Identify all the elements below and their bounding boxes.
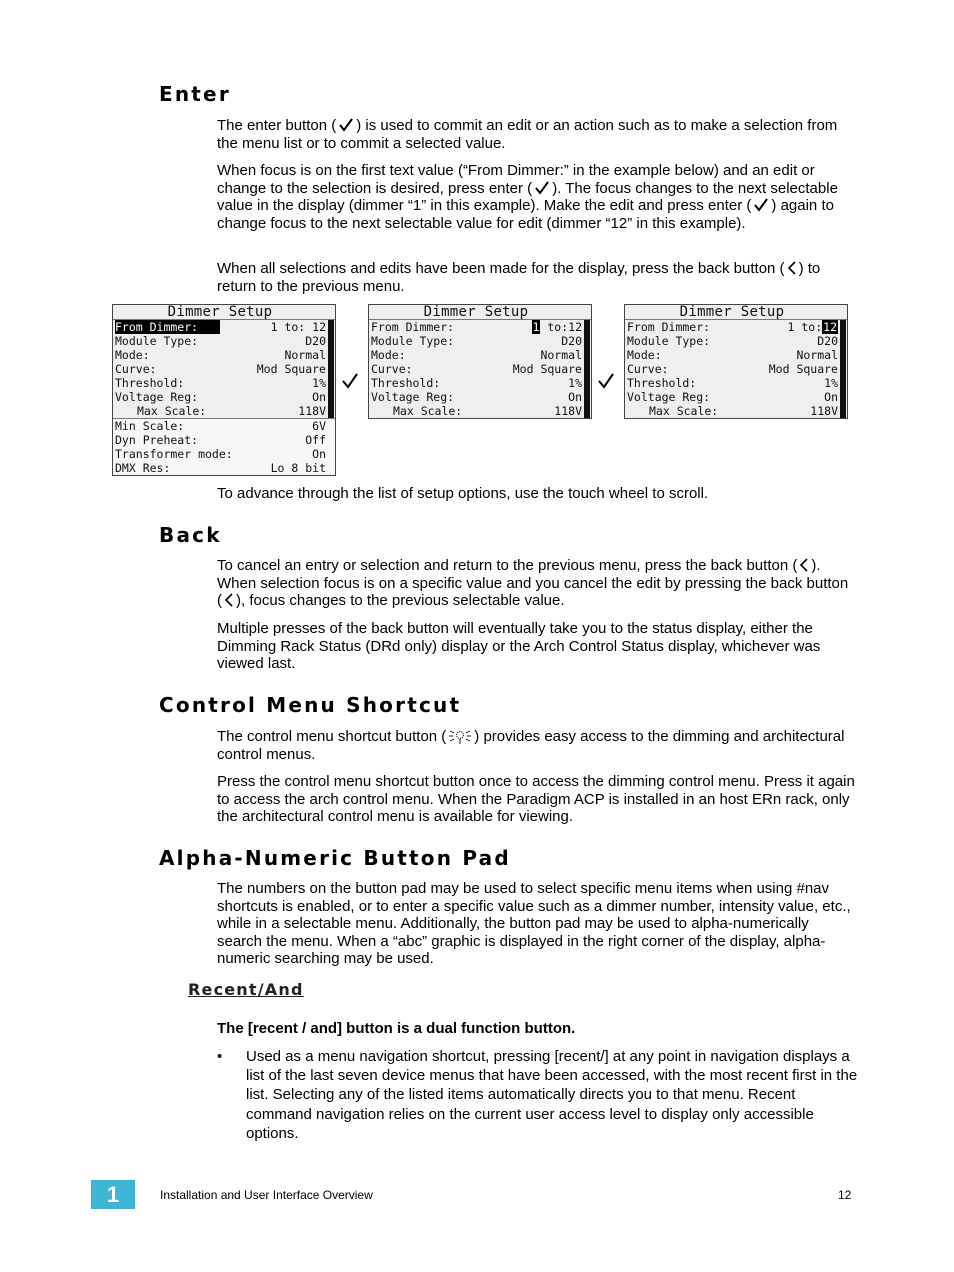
section-heading-alpha-numeric: Alpha-Numeric Button Pad xyxy=(159,846,511,870)
lcd-label: Max Scale: xyxy=(137,404,207,418)
lcd-value: Lo 8 bit xyxy=(270,461,326,475)
lcd-label: From Dimmer: xyxy=(371,320,455,334)
lcd-label: Module Type: xyxy=(371,334,455,348)
text-run: ), focus changes to the previous selectable value. xyxy=(236,592,565,610)
lcd-row xyxy=(113,334,335,348)
lcd-offscreen-rows xyxy=(113,418,335,475)
lcd-row xyxy=(113,362,335,376)
recent-and-bold-line: The [recent / and] button is a dual function button. xyxy=(217,1020,576,1037)
text-run: ) provides easy access to the dimming and architectural control menus. xyxy=(217,728,845,763)
lcd-row xyxy=(625,348,847,362)
lcd-row-from-dimmer xyxy=(113,320,335,334)
back-paragraph-1 xyxy=(217,557,857,610)
enter-paragraph-4: To advance through the list of setup options, use the touch wheel to scroll. xyxy=(217,485,709,502)
lcd-label: Threshold: xyxy=(115,376,185,390)
back-paragraph-2: Multiple presses of the back button will eventually take you to the status display, either the Dimming Rack Status (DRd only) display or the Arch Control Status display, whichever was viewed last. xyxy=(217,620,821,673)
recent-and-bullet-1: Used as a menu navigation shortcut, pressing [recent/] at any point in navigation displays a list of the last seven device menus that have been accessed, with the most recent first in the list. Selecting any of the listed items automatically directs you to that menu. Recent command navigation relies on the current user access level to display only accessible options. xyxy=(246,1048,858,1142)
lcd-value: Off xyxy=(305,433,326,447)
lcd-row xyxy=(113,419,335,433)
lcd-scrollbar xyxy=(584,320,590,418)
chapter-number-tab: 1 xyxy=(91,1180,135,1209)
lcd-label: Mode: xyxy=(115,348,150,362)
back-chevron-icon xyxy=(798,558,810,572)
lcd-focus-value: 1 xyxy=(532,320,540,334)
enter-check-icon xyxy=(337,118,355,132)
text-run: ) is used to commit an edit or an action such as to make a selection from the menu list or to commit a selected value. xyxy=(217,117,838,152)
bullet-mark: • xyxy=(217,1048,223,1065)
subheading-recent-and: Recent/And xyxy=(188,980,304,999)
lcd-label: From Dimmer: xyxy=(115,320,220,334)
text-run: The control menu shortcut button ( xyxy=(217,728,447,745)
section-heading-control-menu-shortcut: Control Menu Shortcut xyxy=(159,693,462,717)
lcd-label: Transformer mode: xyxy=(115,447,233,461)
lcd-label: Voltage Reg: xyxy=(627,390,711,404)
lcd-row xyxy=(113,348,335,362)
lcd-value: On xyxy=(312,447,326,461)
lcd-row xyxy=(369,348,591,362)
lcd-row xyxy=(369,376,591,390)
lcd-title: Dimmer Setup xyxy=(369,305,591,320)
lcd-title: Dimmer Setup xyxy=(625,305,847,320)
lcd-label: Curve: xyxy=(115,362,157,376)
lcd-value: 1% xyxy=(568,376,582,390)
lcd-row xyxy=(113,376,335,390)
lcd-row-from-dimmer xyxy=(369,320,591,334)
enter-check-icon xyxy=(341,372,359,390)
lcd-label: Min Scale: xyxy=(115,419,185,433)
lcd-label: Max Scale: xyxy=(649,404,719,418)
lcd-rows xyxy=(625,320,847,418)
lcd-scrollbar xyxy=(840,320,846,418)
lcd-label: Voltage Reg: xyxy=(371,390,455,404)
lcd-label: Curve: xyxy=(371,362,413,376)
lcd-row-from-dimmer xyxy=(625,320,847,334)
lcd-row xyxy=(369,362,591,376)
text-run: ) to return to the previous menu. xyxy=(217,260,821,295)
lcd-row xyxy=(113,461,335,475)
enter-check-icon xyxy=(752,198,770,212)
lcd-label: Module Type: xyxy=(627,334,711,348)
lcd-value: 1% xyxy=(824,376,838,390)
lcd-label: DMX Res: xyxy=(115,461,171,475)
lcd-value: Normal xyxy=(540,348,582,362)
text-run: ) again to change focus to the next selectable value for edit (dimmer “12” in this example). xyxy=(217,197,834,232)
lcd-row xyxy=(113,433,335,447)
text-run: When all selections and edits have been made for the display, press the back button ( xyxy=(217,260,785,277)
lcd-value: Mod Square xyxy=(256,362,326,376)
lcd-value xyxy=(532,320,582,334)
lcd-value: On xyxy=(568,390,582,404)
lcd-label: Mode: xyxy=(627,348,662,362)
lcd-rows xyxy=(113,320,335,418)
lcd-value: D20 xyxy=(817,334,838,348)
section-heading-back: Back xyxy=(159,523,222,547)
lcd-row xyxy=(113,447,335,461)
lcd-value: 1% xyxy=(312,376,326,390)
text-run: The enter button ( xyxy=(217,117,337,134)
lcd-label: Curve: xyxy=(627,362,669,376)
lcd-label: From Dimmer: xyxy=(627,320,711,334)
lcd-value-text: 1 to: xyxy=(787,320,823,334)
lcd-row xyxy=(625,362,847,376)
lcd-label: Max Scale: xyxy=(393,404,463,418)
lcd-value: On xyxy=(824,390,838,404)
lcd-value: On xyxy=(312,390,326,404)
alpha-paragraph-1: The numbers on the button pad may be used to select specific menu items when using #nav shortcuts is enabled, or to enter a specific value such as a dimmer number, intensity value, etc., while in a selectable menu. Additionally, the button pad may be used to alpha-numerically search the menu. When a “abc” graphic is displayed in the right corner of the display, alpha-numeric searching may be used. xyxy=(217,880,851,968)
control-lamp-icon xyxy=(447,728,473,746)
lcd-row xyxy=(369,390,591,404)
text-run: ). The focus changes to the next selectable value in the display (dimmer “1” in this example). Make the edit and press enter ( xyxy=(217,179,838,215)
control-paragraph-2: Press the control menu shortcut button once to access the dimming control menu. Press it again to access the arch control menu. When the Paradigm ACP is installed in an host ERn rack, only the architectural control menu is available for viewing. xyxy=(217,773,855,826)
lcd-value: D20 xyxy=(305,334,326,348)
lcd-label: Threshold: xyxy=(371,376,441,390)
lcd-screen-3 xyxy=(624,304,848,419)
lcd-value: 6V xyxy=(312,419,326,433)
enter-check-icon xyxy=(597,372,615,390)
footer-page-number: 12 xyxy=(838,1188,852,1202)
lcd-title: Dimmer Setup xyxy=(113,305,335,320)
lcd-row xyxy=(369,404,591,418)
text-run: When focus is on the first text value (“From Dimmer:” in the example below) and an edit or change to the selection is desired, press enter ( xyxy=(217,162,815,197)
lcd-value: Normal xyxy=(284,348,326,362)
control-paragraph-1 xyxy=(217,728,857,764)
lcd-value: 118V xyxy=(554,404,582,418)
enter-check-icon xyxy=(533,181,551,195)
lcd-screen-1 xyxy=(112,304,336,476)
lcd-label: Threshold: xyxy=(627,376,697,390)
enter-paragraph-3 xyxy=(217,260,857,295)
lcd-row xyxy=(625,334,847,348)
enter-paragraph-2 xyxy=(217,162,857,232)
lcd-label: Voltage Reg: xyxy=(115,390,199,404)
lcd-row xyxy=(369,334,591,348)
lcd-value xyxy=(788,320,838,334)
lcd-value: 1 to: 12 xyxy=(270,320,326,334)
lcd-label: Mode: xyxy=(371,348,406,362)
lcd-row xyxy=(113,404,335,418)
lcd-label: Dyn Preheat: xyxy=(115,433,199,447)
lcd-row xyxy=(113,390,335,404)
back-chevron-icon xyxy=(786,261,798,275)
lcd-row xyxy=(625,390,847,404)
lcd-row xyxy=(625,376,847,390)
text-run: To cancel an entry or selection and return to the previous menu, press the back button ( xyxy=(217,557,798,574)
lcd-focus-value: 12 xyxy=(823,320,837,334)
lcd-scrollbar xyxy=(328,320,334,418)
lcd-value: 118V xyxy=(298,404,326,418)
lcd-value: Normal xyxy=(796,348,838,362)
section-heading-enter: Enter xyxy=(159,82,231,106)
lcd-row xyxy=(625,404,847,418)
enter-paragraph-1 xyxy=(217,117,857,152)
lcd-value: D20 xyxy=(561,334,582,348)
lcd-label: Module Type: xyxy=(115,334,199,348)
lcd-rows xyxy=(369,320,591,418)
back-chevron-icon xyxy=(223,593,235,607)
text-run: ). When selection focus is on a specific value and you cancel the edit by pressing the back button ( xyxy=(217,557,849,610)
lcd-value-text: to:12 xyxy=(540,320,582,334)
lcd-value: Mod Square xyxy=(512,362,582,376)
lcd-screen-2 xyxy=(368,304,592,419)
footer-chapter-title: Installation and User Interface Overview xyxy=(160,1188,373,1202)
lcd-value: Mod Square xyxy=(768,362,838,376)
lcd-value: 118V xyxy=(810,404,838,418)
